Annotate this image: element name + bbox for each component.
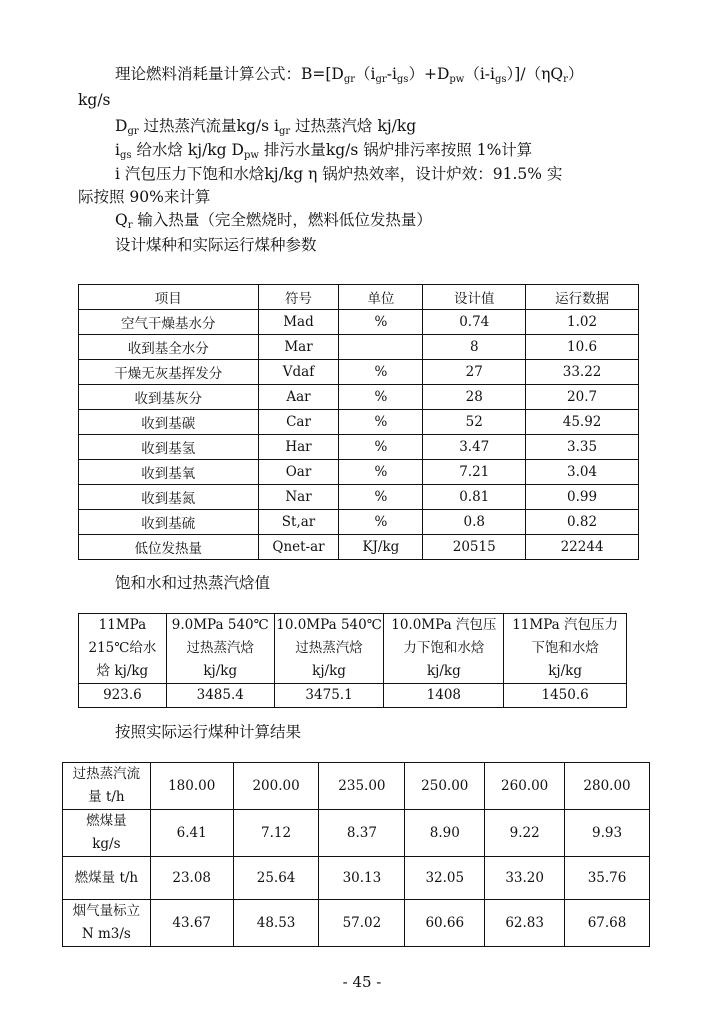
table-row [63,857,650,900]
table-cell: 1450.6 [504,684,627,708]
table-cell: 8.37 [319,810,405,857]
table-cell: 62.83 [485,900,565,947]
table-cell: 干燥无灰基挥发分 [79,360,259,385]
table-row [63,810,650,857]
table-cell: Aar [258,385,339,410]
row-label: 燃煤量 t/h [63,857,151,900]
table-cell: 27 [423,360,526,385]
enthalpy-table [78,613,627,708]
table-row [79,310,639,335]
table-cell: 10.6 [526,335,639,360]
col-header: 设计值 [423,285,526,310]
table-cell: 200.00 [233,763,319,810]
table-cell: 3.35 [526,435,639,460]
table-cell: Har [258,435,339,460]
table-cell: 9.93 [565,810,650,857]
table-cell: 收到基氢 [79,435,259,460]
table-cell: 28 [423,385,526,410]
table-cell: 260.00 [485,763,565,810]
table-cell: 43.67 [150,900,233,947]
formula-line-7: $Q_r$ 输入热量（完全燃烧时，燃料低位发热量） [115,211,432,231]
table-row [79,410,639,435]
col-header: 10.0MPa 汽包压 力下饱和水焓 kj/kg [384,614,504,684]
coal-params-table [78,284,639,560]
table-row [63,900,650,947]
table-cell: Car [258,410,339,435]
table-cell: 3.04 [526,460,639,485]
col-header: 11MPa 215℃给水 焓 kj/kg [79,614,167,684]
table-cell: 67.68 [565,900,650,947]
table-cell: 20515 [423,535,526,560]
table-header-row [79,285,639,310]
table-cell: 33.22 [526,360,639,385]
table-cell: 空气干燥基水分 [79,310,259,335]
formula-line-3: $D_{gr}$ 过热蒸汽流量kg/s $i_{gr}$ 过热蒸汽焓 kj/kg [115,117,417,137]
table-cell: 0.99 [526,485,639,510]
table-cell: Nar [258,485,339,510]
table-cell: Oar [258,460,339,485]
table-cell: 23.08 [150,857,233,900]
table-cell: % [339,485,423,510]
table-cell: 6.41 [150,810,233,857]
table-cell: Qnet-ar [258,535,339,560]
table-cell: 57.02 [319,900,405,947]
table-cell: 32.05 [405,857,485,900]
formula-line-1: 理论燃料消耗量计算公式：$B=[D_{gr}(i_{gr}-i_{gs})+D_{pw}(i-i_{gs})]/(\eta Q_r)$ [115,65,584,85]
table-row [79,460,639,485]
row-label: 过热蒸汽流 量 t/h [63,763,151,810]
table-cell: 52 [423,410,526,435]
table-cell: 0.8 [423,510,526,535]
table-cell: % [339,510,423,535]
row-label: 烟气量标立 N m3/s [63,900,151,947]
table-cell: 48.53 [233,900,319,947]
table-cell: 250.00 [405,763,485,810]
heading-coal-params: 设计煤种和实际运行煤种参数 [115,236,317,254]
table-cell: Vdaf [258,360,339,385]
page-number: - 45 - [342,973,382,991]
table-row [79,535,639,560]
table-cell: 33.20 [485,857,565,900]
table-row [79,510,639,535]
col-header: 运行数据 [526,285,639,310]
row-label: 燃煤量 kg/s [63,810,151,857]
table-row [79,485,639,510]
table-cell: 180.00 [150,763,233,810]
col-header: 项目 [79,285,259,310]
table-cell: 0.81 [423,485,526,510]
table-row [63,763,650,810]
table-cell: 收到基氮 [79,485,259,510]
table-cell: 7.12 [233,810,319,857]
table-cell: % [339,310,423,335]
table-cell: 3.47 [423,435,526,460]
table-cell: 25.64 [233,857,319,900]
table-cell: 收到基氧 [79,460,259,485]
table-cell: 20.7 [526,385,639,410]
results-table [62,762,650,947]
table-cell: 7.21 [423,460,526,485]
heading-enthalpy: 饱和水和过热蒸汽焓值 [115,574,271,592]
table-cell: 923.6 [79,684,167,708]
table-cell: % [339,435,423,460]
table-cell: 235.00 [319,763,405,810]
table-cell: % [339,410,423,435]
table-cell: 22244 [526,535,639,560]
formula-line-6: 际按照 90%来计算 [78,188,211,206]
table-cell: 3475.1 [274,684,384,708]
table-cell: Mar [258,335,339,360]
formula-line-5: i 汽包压力下饱和水焓kj/kg η 锅炉热效率，设计炉效：91.5% 实 [115,165,563,183]
table-cell: % [339,460,423,485]
table-cell: 1408 [384,684,504,708]
table-cell: 0.82 [526,510,639,535]
table-cell: % [339,385,423,410]
table-cell: 9.22 [485,810,565,857]
col-header: 单位 [339,285,423,310]
formula-line-4: $i_{gs}$ 给水焓 kj/kg $D_{pw}$ 排污水量kg/s 锅炉排污率按照 1%计算 [115,141,533,161]
table-cell: 3485.4 [166,684,274,708]
table-row [79,435,639,460]
table-cell: St,ar [258,510,339,535]
table-row [79,684,627,708]
table-cell: 8.90 [405,810,485,857]
table-cell: 280.00 [565,763,650,810]
table-row [79,360,639,385]
table-row [79,335,639,360]
table-cell [339,335,423,360]
table-cell: 60.66 [405,900,485,947]
table-cell: KJ/kg [339,535,423,560]
col-header: 10.0MPa 540℃ 过热蒸汽焓 kj/kg [274,614,384,684]
table-cell: 30.13 [319,857,405,900]
table-cell: 35.76 [565,857,650,900]
table-cell: 收到基全水分 [79,335,259,360]
col-header: 11MPa 汽包压力 下饱和水焓 kj/kg [504,614,627,684]
table-cell: 45.92 [526,410,639,435]
table-cell: 1.02 [526,310,639,335]
table-cell: 收到基灰分 [79,385,259,410]
table-cell: 收到基碳 [79,410,259,435]
col-header: 符号 [258,285,339,310]
table-cell: 低位发热量 [79,535,259,560]
table-cell: 0.74 [423,310,526,335]
heading-results: 按照实际运行煤种计算结果 [115,723,302,741]
col-header: 9.0MPa 540℃ 过热蒸汽焓 kj/kg [166,614,274,684]
table-cell: 收到基硫 [79,510,259,535]
table-cell: 8 [423,335,526,360]
formula-line-2: kg/s [78,91,111,109]
table-header-row [79,614,627,684]
table-cell: Mad [258,310,339,335]
table-row [79,385,639,410]
table-cell: % [339,360,423,385]
